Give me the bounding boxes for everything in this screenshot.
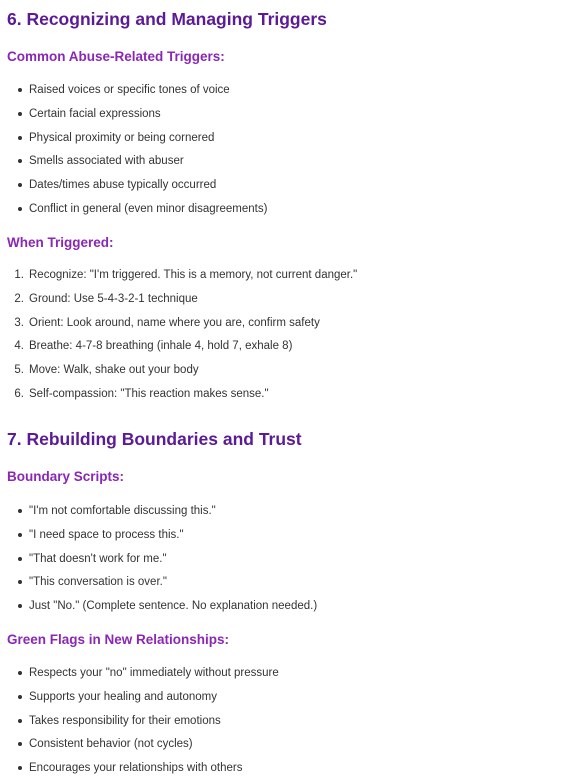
bullet-icon bbox=[18, 604, 22, 608]
section-6-title: 6. Recognizing and Managing Triggers bbox=[7, 9, 327, 29]
document-page: 6. Recognizing and Managing Triggers Common Abuse-Related Triggers: Raised voices or specific tones of voice Certain facial expressions Physical proximity or being cornered Smells associated with abuser Dates/times abuse typically occurred Conflict in general (even minor disagreements) When Triggered: 1. Recognize: "I'm triggered. This is a memory, not current danger." 2. Ground: Use 5-4-3-2-1 technique 3. Orient: Look around, name where you are, confirm safety 4. Breathe: 4-7-8 breathing (inhale 4, hold 7, exhale 8) 5. Move: Walk, shake out your body 6. Self-compassion: "This reaction makes sense." 7. Rebuilding Boundaries and Trust Boundary Scripts: "I'm not comfortable discussing this." "I need space to process this." "That doesn't work for me." "This conversation is over." Just "No." (Complete sentence. No explanation needed.) Green Flags in New Relationships: Respects your "no" immediately without pressure Supports your healing and autonomy Takes responsibility for their emotions Consistent behavior (not cycles) Encourages your relationships with others bbox=[7, 9, 358, 775]
bullet-icon bbox=[18, 183, 22, 187]
bullet-icon bbox=[18, 580, 22, 584]
triggers-subheading: Common Abuse-Related Triggers: bbox=[7, 49, 225, 64]
bullet-icon bbox=[18, 719, 22, 723]
when-triggered-subheading: When Triggered: bbox=[7, 235, 114, 250]
boundary-scripts-subheading: Boundary Scripts: bbox=[7, 469, 125, 484]
bullet-icon bbox=[18, 671, 22, 675]
bullet-icon bbox=[18, 557, 22, 561]
bullet-icon bbox=[18, 112, 22, 116]
bullet-icon bbox=[18, 533, 22, 537]
bullet-icon bbox=[18, 742, 22, 746]
bullet-icon bbox=[18, 136, 22, 140]
green-flags-subheading: Green Flags in New Relationships: bbox=[7, 632, 230, 647]
bullet-icon bbox=[18, 88, 22, 92]
bullet-icon bbox=[18, 207, 22, 211]
section-7-title: 7. Rebuilding Boundaries and Trust bbox=[7, 429, 302, 449]
bullet-icon bbox=[18, 159, 22, 163]
bullet-icon bbox=[18, 695, 22, 699]
bullet-icon bbox=[18, 766, 22, 770]
bullet-icon bbox=[18, 509, 22, 513]
